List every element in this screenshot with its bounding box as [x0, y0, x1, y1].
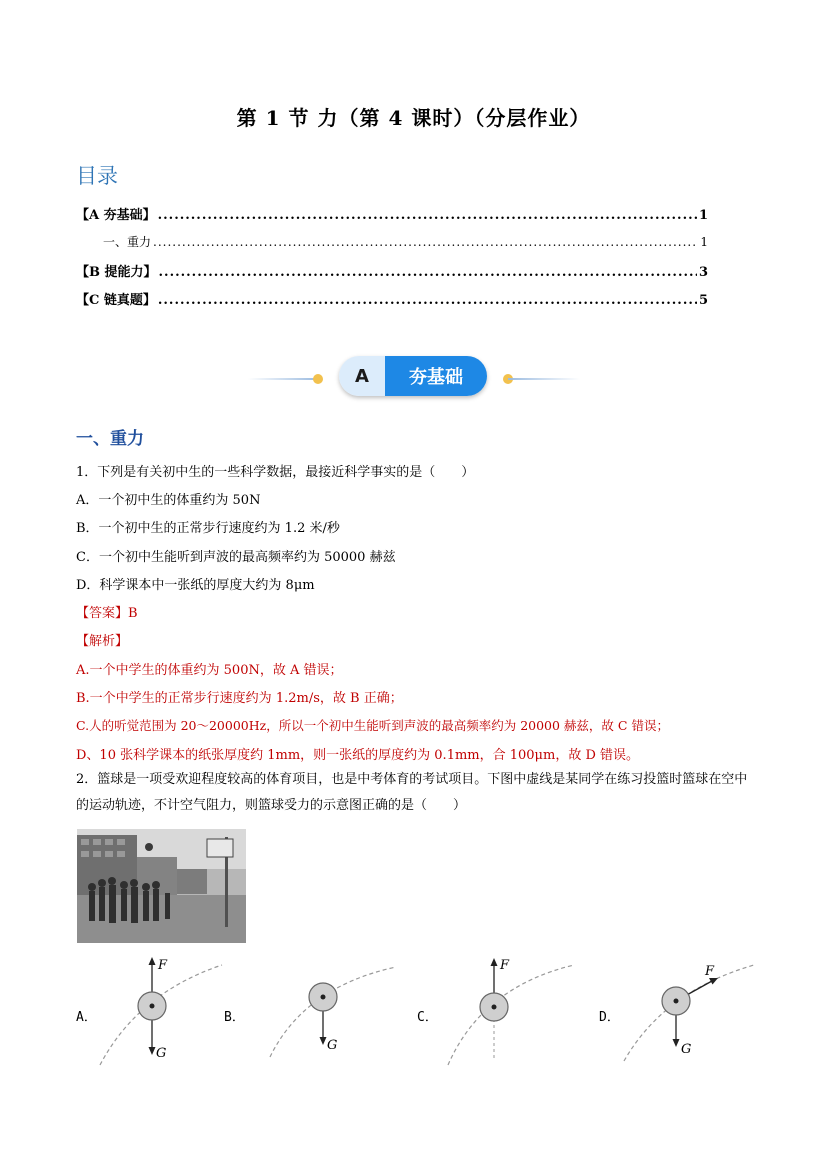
basketball-photo — [77, 829, 246, 943]
toc-entry-label: 【A 夯基础】 — [76, 208, 156, 223]
q2-option-b-diagram[interactable] — [264, 953, 404, 1069]
q1-analysis-a: A.一个中学生的体重约为 500N，故 A 错误； — [76, 663, 343, 678]
toc-entry-page: 5 — [698, 293, 708, 308]
banner-name: 夯基础 — [385, 356, 487, 396]
toc-entry-b[interactable] — [76, 261, 708, 280]
q1-analysis-label: 【解析】 — [76, 634, 129, 649]
q2-option-d-label[interactable]: D． — [599, 1010, 620, 1025]
force-label-g: G — [156, 1046, 167, 1061]
force-label-f: F — [705, 964, 715, 979]
force-label-f: F — [158, 958, 168, 973]
q2-stem: 2．篮球是一项受欢迎程度较高的体育项目，也是中考体育的考试项目。下图中虚线是某同学在练习投篮时篮球在空中的运动轨迹，不计空气阻力，则篮球受力的示意图正确的是（ ） — [76, 772, 748, 813]
q2-option-a-diagram[interactable] — [94, 953, 224, 1069]
section-heading: 一、重力 — [76, 429, 144, 449]
q2-option-c-label[interactable]: C． — [417, 1010, 438, 1025]
toc-entry-label: 一、重力 — [103, 235, 152, 249]
toc-leader — [153, 235, 698, 249]
toc-leader — [158, 293, 697, 308]
q2-option-c-diagram[interactable] — [442, 953, 582, 1069]
toc-entry-page: 1 — [700, 235, 708, 249]
banner-line-right — [508, 378, 580, 380]
q1-answer: 【答案】B — [76, 606, 138, 621]
q1-analysis-c: C.人的听觉范围为 20～20000Hz，所以一个初中生能听到声波的最高频率约为 20000 赫兹，故 C 错误； — [76, 718, 669, 733]
force-label-f: F — [500, 958, 510, 973]
q1-analysis-d: D、10 张科学课本的纸张厚度约 1mm，则一张纸的厚度约为 0.1mm，合 100μm，故 D 错误。 — [76, 748, 640, 763]
toc-heading: 目录 — [76, 164, 118, 188]
force-label-g: G — [681, 1042, 692, 1057]
q2-option-a-label[interactable]: A． — [76, 1010, 97, 1025]
banner-dot-left — [313, 374, 323, 384]
q1-analysis-b: B.一个中学生的正常步行速度约为 1.2m/s，故 B 正确； — [76, 691, 403, 706]
force-label-g: G — [327, 1038, 338, 1053]
q1-option-c: C．一个初中生能听到声波的最高频率约为 50000 赫兹 — [76, 550, 396, 565]
banner-letter: A — [339, 356, 385, 396]
toc-leader — [158, 208, 697, 223]
toc-entry-gravity[interactable] — [103, 233, 708, 250]
toc-entry-page: 1 — [698, 208, 708, 223]
toc-entry-page: 3 — [698, 265, 708, 280]
q1-option-a: A．一个初中生的体重约为 50N — [76, 493, 261, 508]
q1-option-d: D．科学课本中一张纸的厚度大约为 8μm — [76, 578, 315, 593]
section-banner — [339, 356, 487, 396]
toc-leader — [159, 265, 697, 280]
toc-entry-label: 【B 提能力】 — [76, 265, 157, 280]
q2-option-b-label[interactable]: B． — [224, 1010, 245, 1025]
q1-stem: 1．下列是有关初中生的一些科学数据，最接近科学事实的是（ ） — [76, 465, 475, 480]
toc-entry-label: 【C 链真题】 — [76, 293, 156, 308]
toc-entry-a[interactable] — [76, 204, 708, 223]
q2-option-d-diagram[interactable] — [620, 953, 760, 1069]
page-title: 第 1 节 力（第 4 课时）（分层作业） — [236, 106, 591, 130]
q1-option-b: B．一个初中生的正常步行速度约为 1.2 米/秒 — [76, 521, 340, 536]
toc-entry-c[interactable] — [76, 289, 708, 308]
banner-line-left — [248, 378, 318, 380]
